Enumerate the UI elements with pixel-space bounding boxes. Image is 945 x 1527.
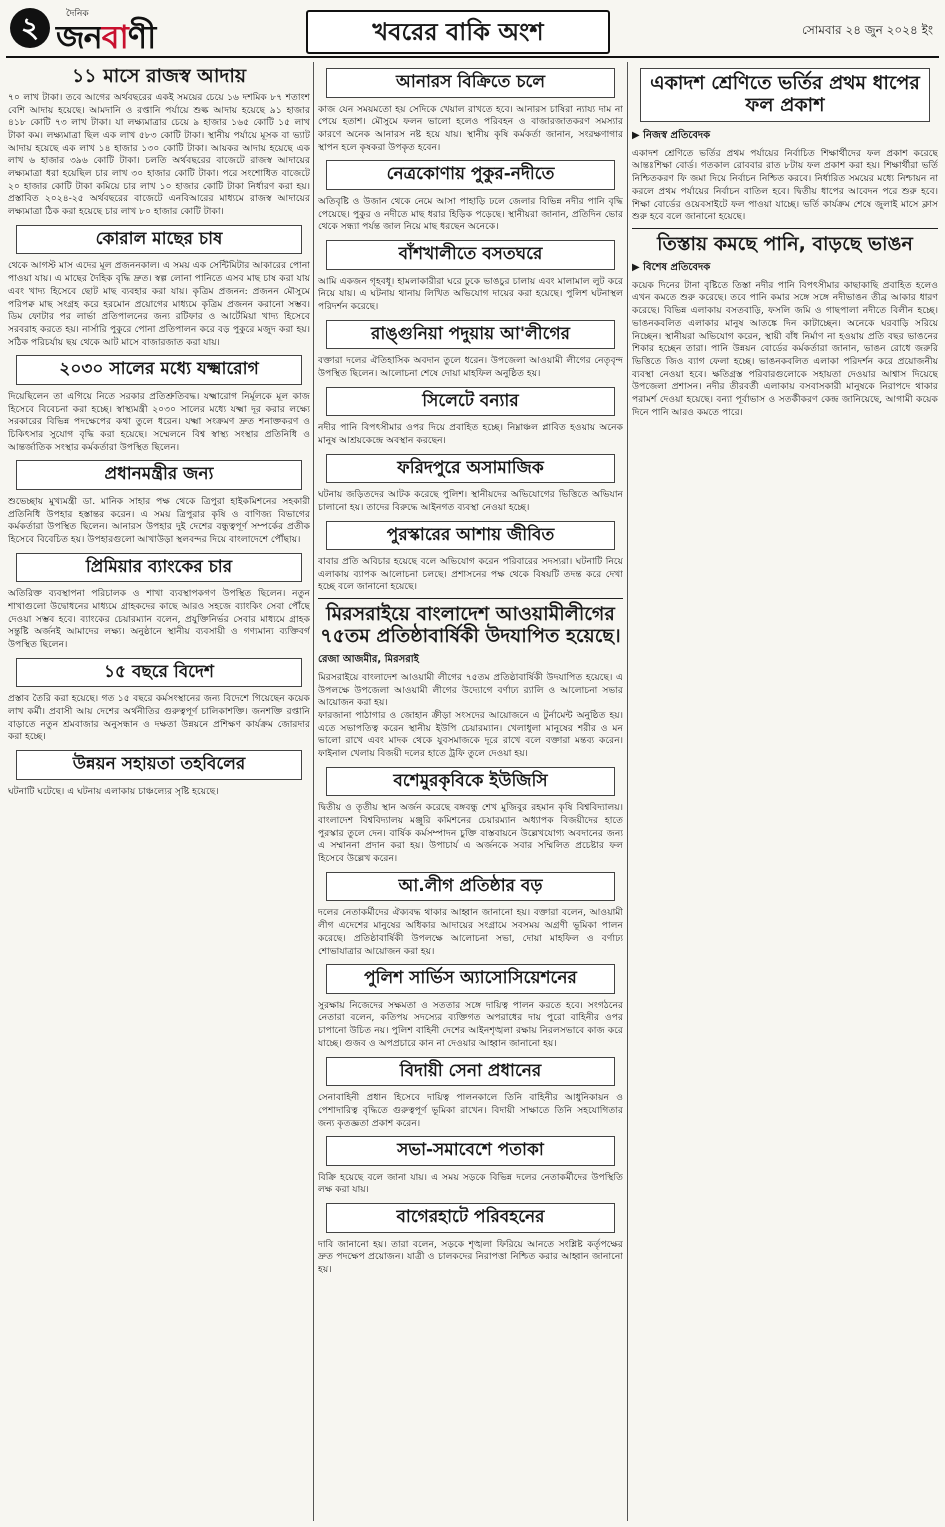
article-headline[interactable]: পুরস্কারের আশায় জীবিত: [326, 521, 615, 551]
article-body: কয়েক দিনের টানা বৃষ্টিতে তিস্তা নদীর পানি বিপৎসীমার কাছাকাছি প্রবাহিত হলেও এখন কমতে শুরু করেছে। তবে পানি কমার সঙ্গে সঙ্গে নদীভাঙন তীব্র আকার ধারণ করেছে। বিভিন্ন এলাকায় বসতবাড়ি, ফসলি জমি ও গাছপালা নদীতে বিলীন হচ্ছে। ভাঙনকবলিত এলাকার মানুষ আতঙ্কে দিন কাটাচ্ছেন। অনেকে ঘরবাড়ি সরিয়ে নিচ্ছেন। স্থানীয়রা অভিযোগ করেন, স্থায়ী বাঁধ নির্মাণ না হওয়ায় প্রতি বছর ভাঙনের শিকার হচ্ছেন তারা। পানি উন্নয়ন বোর্ডের কর্মকর্তারা জানান, ভাঙন রোধে জরুরি ভিত্তিতে জিও ব্যাগ ফেলা হচ্ছে। ভাঙনকবলিত এলাকা পরিদর্শন করে প্রয়োজনীয় ব্যবস্থা নেওয়া হবে। ক্ষতিগ্রস্ত পরিবারগুলোকে সহায়তা দেওয়ার আশ্বাস দিয়েছে উপজেলা প্রশাসন। নদীর তীরবর্তী এলাকায় বসবাসকারী মানুষকে নিরাপদে থাকার পরামর্শ দেওয়া হয়েছে। বন্যা পূর্বাভাস ও সতর্কীকরণ কেন্দ্র জানিয়েছে, আগামী কয়েক দিনে পানি আরও কমতে পারে।: [632, 279, 938, 418]
column-rule: [313, 62, 314, 1521]
article-headline[interactable]: প্রিমিয়ার ব্যাংকের চার: [16, 553, 302, 583]
article-byline: ▶ বিশেষ প্রতিবেদক: [632, 261, 711, 273]
news-article: [318, 68, 623, 154]
article-body: একাদশ শ্রেণিতে ভর্তির প্রথম পর্যায়ের নির্বাচিত শিক্ষার্থীদের ফল প্রকাশ করেছে আন্তঃশিক্ষা বোর্ড। গতকাল রোববার রাত ৮টায় ফল প্রকাশ করা হয়। শিক্ষার্থীরা ভর্তি নিশ্চিতকরণ ফি জমা দিয়ে নির্বাচন নিশ্চিত করবে। নির্ধারিত সময়ের মধ্যে নিশ্চায়ন না করলে প্রথম পর্যায়ের নির্বাচন বাতিল হবে। দ্বিতীয় ধাপের আবেদন পরে শুরু হবে। শিক্ষা বোর্ডের ওয়েবসাইটে ফল পাওয়া যাচ্ছে। ভর্তি কার্যক্রম শেষে জুলাই মাসে ক্লাস শুরু হবে বলে জানানো হয়েছে।: [632, 147, 938, 223]
column-right: [632, 62, 938, 1523]
news-article: [318, 872, 623, 958]
article-body: বিক্রি হয়েছে বলে জানা যায়। এ সময় সড়কে বিভিন্ন দলের নেতাকর্মীদের উপস্থিতি লক্ষ করা যায়।: [318, 1171, 623, 1196]
article-body: দাবি জানানো হয়। তারা বলেন, সড়কে শৃঙ্খলা ফিরিয়ে আনতে সংশ্লিষ্ট কর্তৃপক্ষের দ্রুত পদক্ষেপ প্রয়োজন। যাত্রী ও চালকদের নিরাপত্তা নিশ্চিত করার আহ্বান জানানো হয়।: [318, 1238, 623, 1276]
article-headline[interactable]: বাগেরহাটে পরিবহনের: [326, 1203, 615, 1233]
article-headline[interactable]: সিলেটে বন্যার: [326, 387, 615, 417]
logo-part-3: ণী: [127, 18, 156, 56]
article-headline[interactable]: ২০৩০ সালের মধ্যে যক্ষ্মারোগ: [16, 355, 302, 385]
news-article: [318, 598, 623, 710]
article-body: দিয়েছিলেন তা এগিয়ে নিতে সরকার প্রতিশ্রুতিবদ্ধ। যক্ষ্মারোগ নির্মূলকে মূল কাজ হিসেবে বিবেচনা করা হচ্ছে। স্বাস্থ্যমন্ত্রী ২০৩০ সালের মধ্যে যক্ষ্মা দূর করার লক্ষ্যে সরকারের বিভিন্ন পদক্ষেপের কথা তুলে ধরেন। যক্ষ্মা সংক্রমণ দ্রুত শনাক্তকরণ ও চিকিৎসার সুযোগ বৃদ্ধি করা হয়েছে। সম্মেলনে বিশ্ব স্বাস্থ্য সংস্থার প্রতিনিধি ও আন্তর্জাতিক সংস্থার কর্মকর্তারা উপস্থিত ছিলেন।: [8, 390, 310, 453]
article-body: কাজ যেন সময়মতো হয় সেদিকে খেয়াল রাখতে হবে। আনারস চাষিরা ন্যায্য দাম না পেয়ে হতাশ। মৌসুমে ফলন ভালো হলেও পরিবহন ও বাজারজাতকরণ সমস্যার কারণে অনেক আনারস নষ্ট হয়ে যায়। স্থানীয় কৃষি কর্মকর্তা জানান, সংরক্ষণাগার স্থাপন হলে কৃষকরা উপকৃত হবেন।: [318, 103, 623, 153]
article-body: বাবার প্রতি অবিচার হয়েছে বলে অভিযোগ করেন পরিবারের সদস্যরা। ঘটনাটি নিয়ে এলাকায় ব্যাপক আলোচনা চলছে। প্রশাসনের পক্ষ থেকে বিষয়টি তদন্ত করে দেখা হচ্ছে বলে জানানো হয়েছে।: [318, 556, 623, 593]
article-body: আমি একজন গৃহবধূ। হামলাকারীরা ঘরে ঢুকে ভাঙচুর চালায় এবং মালামাল লুট করে নিয়ে যায়। এ ঘটনায় থানায় লিখিত অভিযোগ দায়ের করা হয়েছে। পুলিশ ঘটনাস্থল পরিদর্শন করেছে।: [318, 275, 623, 312]
news-article: [8, 460, 310, 546]
article-headline[interactable]: তিস্তায় কমছে পানি, বাড়ছে ভাঙন: [632, 228, 938, 256]
article-headline[interactable]: উন্নয়ন সহায়তা তহবিলের: [16, 750, 302, 780]
news-article: [318, 160, 623, 234]
logo-tagline: দৈনিক: [66, 9, 89, 19]
article-body: দ্বিতীয় ও তৃতীয় স্থান অর্জন করেছে বঙ্গবন্ধু শেখ মুজিবুর রহমান কৃষি বিশ্ববিদ্যালয়। বাংলাদেশ বিশ্ববিদ্যালয় মঞ্জুরি কমিশনের চেয়ারম্যান অধ্যাপক বিজয়ীদের হাতে পুরস্কার তুলে দেন। বার্ষিক কর্মসম্পাদন চুক্তি বাস্তবায়নে উল্লেখযোগ্য অবদানের জন্য এ সম্মাননা প্রদান করা হয়। উপাচার্য এ অর্জনকে সবার সম্মিলিত প্রচেষ্টার ফল হিসেবে উল্লেখ করেন।: [318, 802, 623, 865]
article-headline[interactable]: রাঙ্গুনিয়া পদুয়ায় আ'লীগের: [326, 320, 615, 350]
column-left: [8, 62, 310, 1523]
news-article: [8, 553, 310, 652]
news-article: [318, 521, 623, 595]
article-headline[interactable]: বাঁশখালীতে বসতঘরে: [326, 240, 615, 270]
news-article: [632, 228, 938, 420]
article-body: ঘটনাটি ঘটেছে। এ ঘটনায় এলাকায় চাঞ্চল্যের সৃষ্টি হয়েছে।: [8, 785, 219, 797]
logo-part-1: জন: [56, 18, 102, 56]
article-headline[interactable]: মিরসরাইয়ে বাংলাদেশ আওয়ামীলীগের ৭৫তম প্রতিষ্ঠাবার্ষিকী উদযাপিত হয়েছে।: [318, 598, 623, 648]
article-byline: রেজা আজমীর, মিরসরাই: [318, 653, 419, 665]
article-headline[interactable]: কোরাল মাছের চাষ: [16, 225, 302, 255]
news-article: [318, 1057, 623, 1131]
news-article: [318, 1136, 623, 1197]
section-title: খবরের বাকি অংশ: [306, 10, 610, 54]
page-number: ২: [10, 8, 50, 48]
article-headline[interactable]: পুলিশ সার্ভিস অ্যাসোসিয়েশনের: [326, 964, 615, 994]
news-article: [8, 355, 310, 454]
article-headline[interactable]: আনারস বিক্রিতে চলে: [326, 68, 615, 98]
article-headline[interactable]: প্রধানমন্ত্রীর জন্য: [16, 460, 302, 490]
dateline: সোমবার ২৪ জুন ২০২৪ ইং: [801, 23, 933, 37]
article-headline[interactable]: আ.লীগ প্রতিষ্ঠার বড়: [326, 872, 615, 902]
article-body: শুভেচ্ছায় মুখ্যমন্ত্রী ডা. মানিক সাহার পক্ষ থেকে ত্রিপুরা হাইকমিশনের সহকারী প্রতিনিধি উপহার হস্তান্তর করেন। এ সময় ত্রিপুরার কৃষি ও বাণিজ্য বিভাগের কর্মকর্তারা উপস্থিত ছিলেন। আনারস উপহার দুই দেশের বন্ধুত্বপূর্ণ সম্পর্কের প্রতীক হিসেবে বিবেচিত হয়। উপহারগুলো আখাউড়া স্থলবন্দর দিয়ে বাংলাদেশে পৌঁছায়।: [8, 495, 310, 546]
article-body: বক্তারা দলের ঐতিহাসিক অবদান তুলে ধরেন। উপজেলা আওয়ামী লীগের নেতৃবৃন্দ উপস্থিত ছিলেন। আলোচনা শেষে দোয়া মাহফিল অনুষ্ঠিত হয়।: [318, 355, 623, 379]
news-article: [318, 767, 623, 866]
article-headline[interactable]: বশেমুরকৃবিকে ইউজিসি: [326, 767, 615, 797]
column-middle: [318, 62, 623, 1523]
article-headline[interactable]: ফরিদপুরে অসামাজিক: [326, 454, 615, 484]
news-article: [632, 68, 938, 224]
article-headline[interactable]: ১৫ বছরে বিদেশ: [16, 658, 302, 688]
news-article: [318, 454, 623, 515]
article-body: ফারজানা পাঠাগার ও জোহান ক্রীড়া সংসদের আয়োজনে এ টুর্নামেন্ট অনুষ্ঠিত হয়। এতে সভাপতিত্ব করেন স্থানীয় ইউপি চেয়ারম্যান। খেলাধুলা মানুষের শরীর ও মন ভালো রাখে এবং মাদক থেকে যুবসমাজকে দূরে রাখে বলে বক্তারা মন্তব্য করেন। ফাইনাল খেলায় বিজয়ী দলের হাতে ট্রফি তুলে দেওয়া হয়।: [318, 709, 623, 760]
newspaper-logo: [56, 12, 155, 66]
article-body: প্রস্তাব তৈরি করা হয়েছে। গত ১৫ বছরে কর্মসংস্থানের জন্য বিদেশে গিয়েছেন কয়েক লাখ কর্মী। প্রবাসী আয় দেশের অর্থনীতির গুরুত্বপূর্ণ চালিকাশক্তি। জনশক্তি রপ্তানি বাড়াতে নতুন শ্রমবাজার অনুসন্ধান ও দক্ষতা উন্নয়নে প্রশিক্ষণ কার্যক্রম জোরদার করা হচ্ছে।: [8, 693, 310, 743]
news-article: [318, 320, 623, 381]
news-article: [8, 225, 310, 349]
news-article: [318, 1203, 623, 1277]
article-headline[interactable]: ১১ মাসে রাজস্ব আদায়: [71, 65, 247, 87]
article-body: অতিবৃষ্টি ও উজান থেকে নেমে আসা পাহাড়ি ঢলে জেলার বিভিন্ন নদীর পানি বৃদ্ধি পেয়েছে। পুকুর ও নদীতে মাছ ধরার হিড়িক পড়েছে। স্থানীয়রা জানান, প্রতিদিন ভোর থেকে সন্ধ্যা পর্যন্ত জাল নিয়ে মাছ ধরছেন অনেকে।: [318, 195, 623, 233]
article-body: দলের নেতাকর্মীদের ঐক্যবদ্ধ থাকার আহ্বান জানানো হয়। বক্তারা বলেন, আওয়ামী লীগ এদেশের মানুষের অধিকার আদায়ের সংগ্রামে সবসময় অগ্রণী ভূমিকা পালন করেছে। প্রতিষ্ঠাবার্ষিকী উপলক্ষে আলোচনা সভা, দোয়া মাহফিল ও বর্ণাঢ্য শোভাযাত্রার আয়োজন করা হয়।: [318, 907, 623, 957]
column-rule: [627, 62, 628, 1521]
news-article: [318, 964, 623, 1050]
news-article: [318, 710, 623, 761]
news-article: [8, 658, 310, 744]
masthead: [6, 6, 939, 58]
article-headline[interactable]: একাদশ শ্রেণিতে ভর্তির প্রথম ধাপের ফল প্রকাশ: [640, 68, 930, 122]
news-article: [8, 66, 310, 219]
article-headline[interactable]: সভা-সমাবেশে পতাকা: [326, 1136, 615, 1166]
news-article: [318, 387, 623, 448]
article-body: ঘটনায় জড়িতদের আটক করেছে পুলিশ। স্থানীয়দের অভিযোগের ভিত্তিতে অভিযান চালানো হয়। তাদের বিরুদ্ধে আইনগত ব্যবস্থা নেওয়া হচ্ছে।: [318, 489, 623, 513]
article-body: সুরক্ষায় নিজেদের সক্ষমতা ও সততার সঙ্গে দায়িত্ব পালন করতে হবে। সংগঠনের নেতারা বলেন, কতিপয় সদস্যের ব্যক্তিগত অপরাধের দায় পুরো বাহিনীর ওপর চাপানো উচিত নয়। পুলিশ বাহিনী দেশের আইনশৃঙ্খলা রক্ষায় নিরলসভাবে কাজ করে যাচ্ছে। গুজব ও অপপ্রচারে কান না দেওয়ার আহ্বান জানানো হয়।: [318, 999, 623, 1049]
news-article: [318, 240, 623, 314]
article-headline[interactable]: নেত্রকোণায় পুকুর-নদীতে: [326, 160, 615, 190]
article-body: অতিরিক্ত ব্যবস্থাপনা পরিচালক ও শাখা ব্যবস্থাপকগণ উপস্থিত ছিলেন। নতুন শাখাগুলো উদ্বোধনের মাধ্যমে গ্রাহকদের কাছে আরও সহজে ব্যাংকিং সেবা পৌঁছে দেওয়া সম্ভব হবে। ব্যাংকের চেয়ারম্যান বলেন, প্রযুক্তিনির্ভর সেবার মাধ্যমে গ্রাহক সন্তুষ্টি অর্জনই আমাদের লক্ষ্য। অনুষ্ঠানে স্থানীয় ব্যবসায়ী ও গণ্যমান্য ব্যক্তিবর্গ উপস্থিত ছিলেন।: [8, 588, 310, 651]
article-body: ৭০ লাখ টাকা। তবে আগের অর্থবছরের একই সময়ের চেয়ে ১৬ দশমিক ৮৭ শতাংশ বেশি আদায় হয়েছে। আমদানি ও রপ্তানি পর্যায়ে শুল্ক আদায় হয়েছে ৯১ হাজার ৪১৮ কোটি ৭৩ লাখ টাকা। যা লক্ষ্যমাত্রার চেয়ে ৯ হাজার ১৬৫ কোটি ১৫ লাখ টাকা কম। লক্ষ্যমাত্রা ছিল এক লাখ ৫৮৩ কোটি টাকা। স্থানীয় পর্যায়ে মূসক বা ভ্যাট আদায় হয়েছে এক লাখ ১৪ হাজার ১৩০ কোটি টাকা। আয়কর আদায় হয়েছে এক লাখ ৬ হাজার ৩৯৬ কোটি টাকা। চলতি অর্থবছরের বাজেটে রাজস্ব আদায়ের লক্ষ্যমাত্রা ধরা হয়েছিল চার লাখ ৩০ হাজার কোটি টাকা। পরে সংশোধিত বাজেটে ২০ হাজার কোটি টাকা কমিয়ে চার লাখ ১০ হাজার কোটি টাকা নির্ধারণ করা হয়। প্রস্তাবিত ২০২৪-২৫ অর্থবছরের বাজেটে এনবিআরের মাধ্যমে রাজস্ব আদায়ের লক্ষ্যমাত্রা ঠিক করা হয়েছে চার লাখ ৮০ হাজার কোটি টাকা।: [8, 91, 310, 218]
article-body: থেকে আগস্ট মাস এদের মূল প্রজননকাল। এ সময় এক সেন্টিমিটার আকারের পোনা পাওয়া যায়। এ মাছের দৈহিক বৃদ্ধি দ্রুত। স্বল্প লোনা পানিতে এসব মাছ চাষ করা যায় এবং খাদ্য হিসেবে ছোট মাছ ব্যবহার করা যায়। কৃত্রিম প্রজনন: প্রজনন মৌসুমে পরিপক্ব মাছ সংগ্রহ করে হরমোন প্রয়োগের মাধ্যমে কৃত্রিম প্রজনন করানো সম্ভব। ডিম ফোটার পর লার্ভা প্রতিপালনের জন্য রটিফার ও আর্টেমিয়া খাদ্য হিসেবে সরবরাহ করতে হয়। নার্সারি পুকুরে পোনা প্রতিপালন করে বড় পুকুরে মজুদ করা হয়। সঠিক পরিচর্যায় ছয় থেকে আট মাসে বাজারজাত করা যায়।: [8, 260, 310, 348]
article-body: মিরসরাইয়ে বাংলাদেশ আওয়ামী লীগের ৭৫তম প্রতিষ্ঠাবার্ষিকী উদযাপিত হয়েছে। এ উপলক্ষে উপজেলা আওয়ামী লীগের উদ্যোগে বর্ণাঢ্য র‍্যালি ও আলোচনা সভার আয়োজন করা হয়।: [318, 671, 623, 709]
article-body: সেনাবাহিনী প্রধান হিসেবে দায়িত্ব পালনকালে তিনি বাহিনীর আধুনিকায়ন ও পেশাদারিত্ব বৃদ্ধিতে গুরুত্বপূর্ণ ভূমিকা রাখেন। বিদায়ী সাক্ষাতে তিনি সহযোগিতার জন্য কৃতজ্ঞতা প্রকাশ করেন।: [318, 1092, 623, 1129]
article-byline: ▶ নিজস্ব প্রতিবেদক: [632, 129, 711, 141]
article-headline[interactable]: বিদায়ী সেনা প্রধানের: [326, 1057, 615, 1087]
news-article: [8, 750, 310, 798]
article-body: নদীর পানি বিপৎসীমার ওপর দিয়ে প্রবাহিত হচ্ছে। নিম্নাঞ্চল প্লাবিত হওয়ায় অনেক মানুষ আশ্রয়কেন্দ্রে অবস্থান করছেন।: [318, 422, 623, 446]
logo-part-2: বা: [101, 18, 128, 56]
